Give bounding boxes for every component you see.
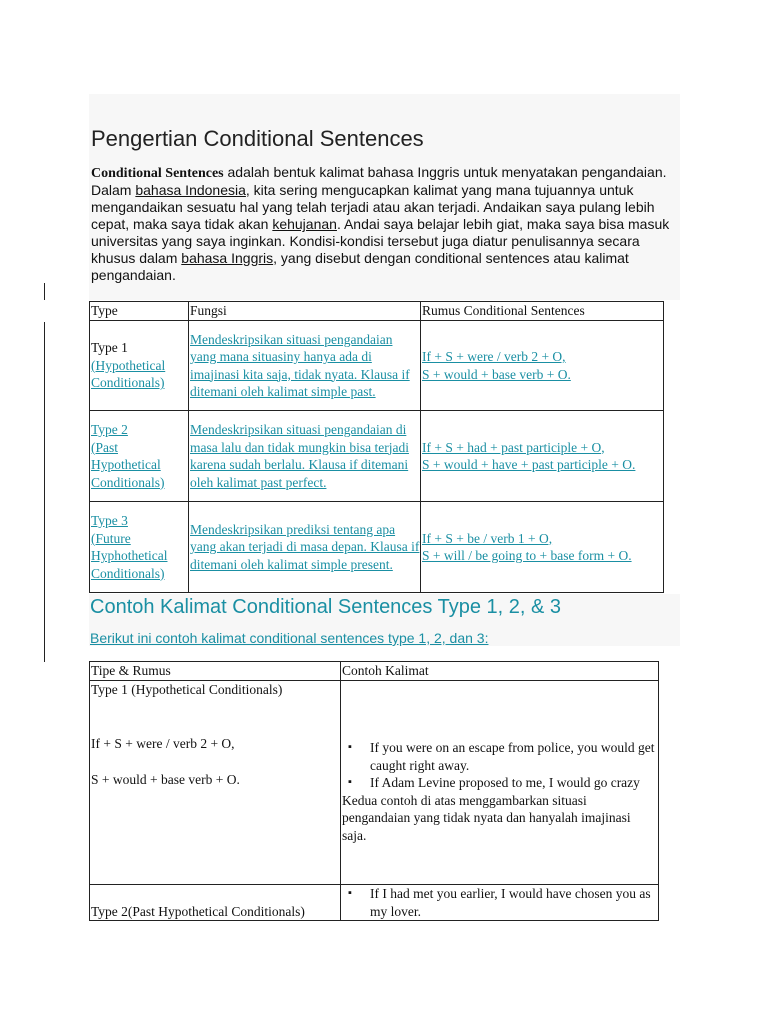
tipe-label: Type 1 (Hypothetical Conditionals) <box>91 682 283 697</box>
table-row <box>90 885 659 921</box>
intro-bold-term: Conditional Sentences <box>91 166 224 181</box>
rumus-line: S + would + base verb + O. <box>91 772 240 787</box>
table-header-row <box>90 662 659 681</box>
example-list <box>342 739 658 792</box>
type-link[interactable]: (Future Hyphothetical Conditionals) <box>91 530 168 581</box>
margin-mark <box>44 283 45 300</box>
header-rumus: Rumus Conditional Sentences <box>421 302 664 321</box>
table-row <box>90 502 664 593</box>
type-cell <box>90 502 189 593</box>
tipe-rumus-cell <box>90 681 341 885</box>
section-title-text: Contoh Kalimat Conditional Sentences Type 1, 2, & 3 <box>90 596 562 618</box>
type-link[interactable]: (Hypothetical Conditionals) <box>91 357 166 391</box>
header-tipe-rumus: Tipe & Rumus <box>90 662 341 681</box>
example-list <box>342 885 658 920</box>
fungsi-cell[interactable]: Mendeskripsikan situasi pengandaian yang mana situasiny hanya ada di imajinasi kita saja, tidak nyata. Klausa if ditemani oleh kalimat simple past. <box>189 321 421 411</box>
rumus-cell <box>421 321 664 411</box>
list-item: ▪ If you were on an escape from police, you would get caught right away. <box>342 739 658 774</box>
intro-paragraph: Conditional Sentences adalah bentuk kalimat bahasa Inggris untuk menyatakan pengandaian. Dalam bahasa Indonesia, kita sering mengucapkan kalimat yang mana tujuannya untuk mengandaikan sesuatu hal yang telah terjadi atau akan terjadi. Andaikan saya pulang lebih cepat, maka saya tidak akan kehujanan. Andai saya belajar lebih giat, maka saya bisa masuk universitas yang saya inginkan. Kondisi-kondisi tersebut juga diatur penulisannya secara khusus dalam bahasa Inggris, yang disebut dengan conditional sentences atau kalimat pengandaian. <box>91 164 670 283</box>
list-item: ▪ If I had met you earlier, I would have chosen you as my lover. <box>342 885 658 920</box>
contoh-cell <box>341 885 659 921</box>
type-link[interactable]: (Past Hypothetical Conditionals) <box>91 439 165 490</box>
page-title: Pengertian Conditional Sentences <box>91 126 424 151</box>
list-item: ▪ If Adam Levine proposed to me, I would go crazy <box>342 774 658 792</box>
header-contoh-kalimat: Contoh Kalimat <box>341 662 659 681</box>
conditional-types-table <box>89 301 664 593</box>
section-title <box>89 594 680 630</box>
rumus-line[interactable]: S + would + base verb + O. <box>422 366 571 382</box>
link-kehujanan[interactable]: kehujanan <box>272 216 337 232</box>
rumus-line[interactable]: If + S + were / verb 2 + O, <box>422 349 566 364</box>
link-bahasa-inggris[interactable]: bahasa Inggris <box>181 250 274 266</box>
rumus-line[interactable]: If + S + had + past participle + O, <box>422 439 605 455</box>
type-label[interactable]: Type 2 <box>91 422 128 437</box>
type-cell <box>90 321 189 411</box>
rumus-cell <box>421 502 664 593</box>
examples-table <box>89 661 659 921</box>
table-row <box>90 411 664 502</box>
section-subtitle <box>89 630 680 646</box>
rumus-line[interactable]: If + S + be / verb 1 + O, <box>422 530 553 546</box>
section-subtitle-text[interactable]: Berikut ini contoh kalimat conditional sentences type 1, 2, dan 3: <box>90 630 489 646</box>
rumus-line[interactable]: S + will / be going to + base form + O. <box>422 548 632 563</box>
type-label[interactable]: Type 3 <box>91 513 128 528</box>
rumus-cell <box>421 411 664 502</box>
example-note: Kedua contoh di atas menggambarkan situasi pengandaian yang tidak nyata dan hanyalah imajinasi saja. <box>342 792 631 843</box>
type-label: Type 1 <box>91 340 128 356</box>
margin-mark <box>44 322 45 662</box>
type-cell <box>90 411 189 502</box>
header-type: Type <box>90 302 189 321</box>
tipe-rumus-cell: Type 2(Past Hypothetical Conditionals) <box>90 885 341 921</box>
contoh-cell <box>341 681 659 885</box>
rumus-line: If + S + were / verb 2 + O, <box>91 735 235 751</box>
fungsi-cell[interactable]: Mendeskripsikan situasi pengandaian di masa lalu dan tidak mungkin bisa terjadi karena sudah berlalu. Klausa if ditemani oleh kalimat past perfect. <box>189 411 421 502</box>
rumus-line[interactable]: S + would + have + past participle + O. <box>422 457 636 472</box>
link-bahasa-indonesia[interactable]: bahasa Indonesia <box>135 182 246 198</box>
fungsi-cell[interactable]: Mendeskripsikan prediksi tentang apa yang akan terjadi di masa depan. Klausa if ditemani oleh kalimat simple present. <box>189 502 421 593</box>
header-fungsi: Fungsi <box>189 302 421 321</box>
table-row <box>90 681 659 885</box>
table-header-row <box>90 302 664 321</box>
table-row <box>90 321 664 411</box>
